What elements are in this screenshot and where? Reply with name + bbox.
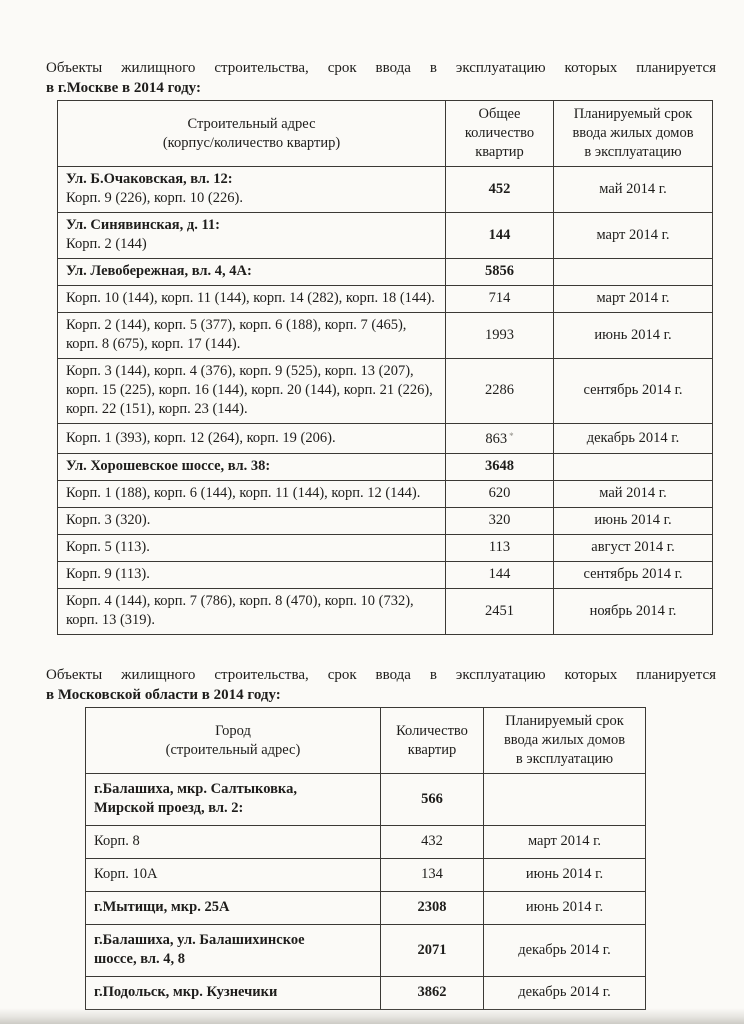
date-cell: июнь 2014 г.	[484, 892, 646, 925]
moscow-intro-paragraph	[46, 58, 716, 98]
address-cell	[58, 535, 446, 562]
table-row	[58, 454, 713, 481]
quantity-cell: 3648	[446, 454, 554, 481]
date-cell: март 2014 г.	[484, 826, 646, 859]
region-header-quantity: Количество квартир	[381, 708, 484, 774]
table-row	[58, 589, 713, 635]
date-cell	[484, 774, 646, 826]
address-cell	[58, 213, 446, 259]
table-row	[86, 774, 646, 826]
date-cell: май 2014 г.	[554, 167, 713, 213]
quantity-cell: 566	[381, 774, 484, 826]
quantity-cell: 1993	[446, 313, 554, 359]
quantity-cell: 2286	[446, 359, 554, 424]
quantity-cell: 620	[446, 481, 554, 508]
city-label: г.Балашиха, мкр. Салтыковка, Мирской проезд, вл. 2:	[94, 781, 297, 816]
quantity-cell: 144	[446, 213, 554, 259]
moscow-header-row	[58, 101, 713, 167]
region-intro-line2: в Московской области в 2014 году:	[46, 687, 281, 703]
korp-label: Корп. 8	[94, 833, 140, 849]
region-header-row	[86, 708, 646, 774]
quantity-cell: 5856	[446, 259, 554, 286]
address-cell	[58, 508, 446, 535]
address-cell	[86, 925, 381, 977]
date-cell: март 2014 г.	[554, 213, 713, 259]
quantity-cell: 134	[381, 859, 484, 892]
table-row	[58, 424, 713, 454]
table-row	[86, 826, 646, 859]
region-intro-line1: Объекты жилищного строительства, срок ввода в эксплуатацию которых планируется	[46, 667, 716, 683]
quantity-cell: 2071	[381, 925, 484, 977]
table-row	[86, 859, 646, 892]
date-cell	[554, 454, 713, 481]
table-row	[58, 508, 713, 535]
table-row	[58, 359, 713, 424]
street-label: Ул. Синявинская, д. 11:	[66, 217, 220, 233]
date-cell: декабрь 2014 г.	[484, 925, 646, 977]
table-row	[58, 286, 713, 313]
address-cell	[58, 286, 446, 313]
table-row	[86, 892, 646, 925]
korp-label: Корп. 10 (144), корп. 11 (144), корп. 14 (282), корп. 18 (144).	[66, 290, 435, 306]
korp-label: Корп. 1 (188), корп. 6 (144), корп. 11 (144), корп. 12 (144).	[66, 485, 421, 501]
date-cell: август 2014 г.	[554, 535, 713, 562]
table-row	[58, 259, 713, 286]
section-region	[46, 665, 716, 1010]
moscow-table	[57, 100, 713, 635]
address-cell	[86, 826, 381, 859]
moscow-header-date: Планируемый срок ввода жилых домов в эксплуатацию	[554, 101, 713, 167]
address-cell	[86, 774, 381, 826]
date-cell	[554, 259, 713, 286]
quantity-cell: 320	[446, 508, 554, 535]
address-cell	[86, 977, 381, 1010]
korp-label: Корп. 9 (113).	[66, 566, 150, 582]
quantity-cell: 113	[446, 535, 554, 562]
address-cell	[58, 454, 446, 481]
region-intro-paragraph	[46, 665, 716, 705]
korp-label: Корп. 10А	[94, 866, 158, 882]
region-header-date: Планируемый срок ввода жилых домов в эксплуатацию	[484, 708, 646, 774]
korp-label: Корп. 2 (144)	[66, 236, 147, 252]
scan-bottom-edge	[0, 1008, 744, 1024]
street-label: Ул. Левобережная, вл. 4, 4А:	[66, 263, 252, 279]
address-cell	[58, 259, 446, 286]
table-row	[58, 213, 713, 259]
city-label: г.Подольск, мкр. Кузнечики	[94, 984, 278, 1000]
section-moscow	[46, 58, 716, 635]
address-cell	[58, 424, 446, 454]
date-cell: май 2014 г.	[554, 481, 713, 508]
quantity-cell: 432	[381, 826, 484, 859]
address-cell	[58, 589, 446, 635]
address-cell	[58, 562, 446, 589]
address-cell	[86, 859, 381, 892]
date-cell: июнь 2014 г.	[484, 859, 646, 892]
table-row	[58, 167, 713, 213]
street-label: Ул. Хорошевское шоссе, вл. 38:	[66, 458, 271, 474]
scan-artifact-mark: *	[509, 431, 514, 441]
address-cell	[86, 892, 381, 925]
korp-label: Корп. 2 (144), корп. 5 (377), корп. 6 (188), корп. 7 (465), корп. 8 (675), корп. 17 (144).	[66, 317, 407, 352]
quantity-cell: 144	[446, 562, 554, 589]
date-cell: декабрь 2014 г.	[484, 977, 646, 1010]
quantity-cell: 3862	[381, 977, 484, 1010]
date-cell: сентябрь 2014 г.	[554, 562, 713, 589]
quantity-value: 863	[485, 431, 508, 447]
table-row	[58, 562, 713, 589]
table-row	[58, 481, 713, 508]
quantity-cell: 452	[446, 167, 554, 213]
region-table	[85, 707, 646, 1010]
city-label: г.Балашиха, ул. Балашихинское шоссе, вл. 4, 8	[94, 932, 305, 967]
korp-label: Корп. 4 (144), корп. 7 (786), корп. 8 (470), корп. 10 (732), корп. 13 (319).	[66, 593, 414, 628]
table-row	[86, 977, 646, 1010]
table-row	[58, 535, 713, 562]
moscow-header-address: Строительный адрес (корпус/количество квартир)	[58, 101, 446, 167]
quantity-cell	[446, 424, 554, 454]
moscow-header-quantity: Общее количество квартир	[446, 101, 554, 167]
date-cell: сентябрь 2014 г.	[554, 359, 713, 424]
table-row	[58, 313, 713, 359]
address-cell	[58, 359, 446, 424]
region-header-address: Город (строительный адрес)	[86, 708, 381, 774]
city-label: г.Мытищи, мкр. 25А	[94, 899, 230, 915]
address-cell	[58, 313, 446, 359]
korp-label: Корп. 3 (320).	[66, 512, 151, 528]
date-cell: март 2014 г.	[554, 286, 713, 313]
address-cell	[58, 167, 446, 213]
moscow-intro-line2: в г.Москве в 2014 году:	[46, 80, 201, 96]
date-cell: декабрь 2014 г.	[554, 424, 713, 454]
address-cell	[58, 481, 446, 508]
korp-label: Корп. 9 (226), корп. 10 (226).	[66, 190, 243, 206]
korp-label: Корп. 3 (144), корп. 4 (376), корп. 9 (525), корп. 13 (207), корп. 15 (225), корп. 16 (144), корп. 20 (144), корп. 21 (226), корп. 22 (151), корп. 23 (144).	[66, 363, 433, 417]
date-cell: июнь 2014 г.	[554, 508, 713, 535]
table-row	[86, 925, 646, 977]
street-label: Ул. Б.Очаковская, вл. 12:	[66, 171, 233, 187]
quantity-cell: 2451	[446, 589, 554, 635]
korp-label: Корп. 1 (393), корп. 12 (264), корп. 19 (206).	[66, 429, 336, 446]
korp-label: Корп. 5 (113).	[66, 539, 150, 555]
quantity-cell: 714	[446, 286, 554, 313]
date-cell: июнь 2014 г.	[554, 313, 713, 359]
date-cell: ноябрь 2014 г.	[554, 589, 713, 635]
moscow-intro-line1: Объекты жилищного строительства, срок ввода в эксплуатацию которых планируется	[46, 60, 716, 76]
quantity-cell: 2308	[381, 892, 484, 925]
